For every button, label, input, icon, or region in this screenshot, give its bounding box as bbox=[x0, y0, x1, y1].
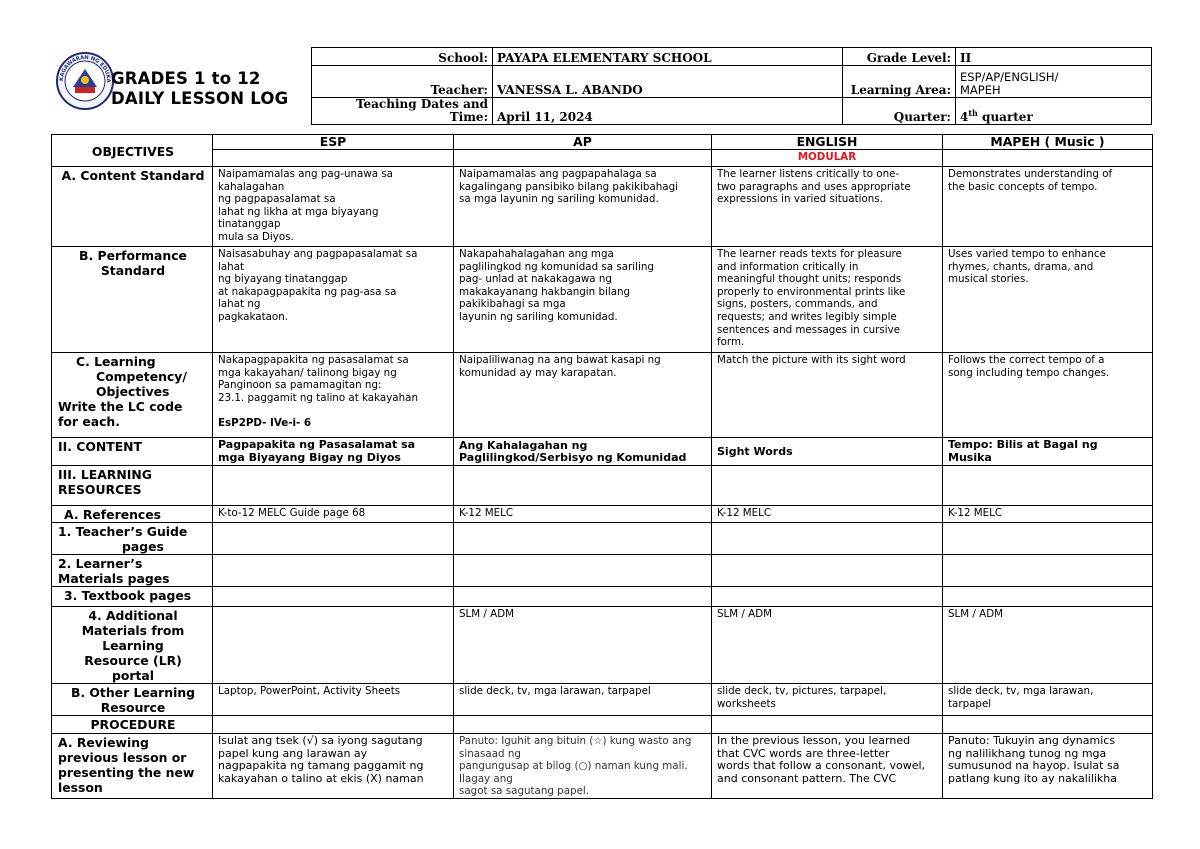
cell-esp: K-to-12 MELC Guide page 68 bbox=[213, 506, 454, 523]
empty-cell bbox=[712, 555, 943, 587]
reviewing-label-line: previous lesson or bbox=[58, 750, 187, 765]
performance-standard-label: B. Performance Standard bbox=[52, 247, 213, 353]
cell-ap: Nakapahahalagahan ang mga paglilingkod ng komunidad sa sariling pag- unlad at nakakagawa ng makakayanang hakbangin bilang pakikibahagi sa mga layunin ng sariling komunidad. bbox=[454, 247, 712, 353]
cell-ap: Naipamamalas ang pagpapahalaga sa kagalingang pansibiko bilang pakikibahagi sa mga layunin ng sariling komunidad. bbox=[454, 167, 712, 247]
cell-esp bbox=[213, 353, 454, 438]
references-row bbox=[52, 506, 1153, 523]
cell-mapeh: Demonstrates understanding of the basic concepts of tempo. bbox=[943, 167, 1153, 247]
area-label: Learning Area: bbox=[843, 66, 956, 98]
cell-mapeh: SLM / ADM bbox=[943, 607, 1153, 684]
teachers-guide-label bbox=[52, 523, 213, 555]
reviewing-label bbox=[52, 734, 213, 799]
additional-label-line: portal bbox=[111, 668, 155, 683]
reviewing-label-line: presenting the new bbox=[58, 765, 195, 780]
cell-esp: Pagpapakita ng Pasasalamat sa mga Biyayang Bigay ng Diyos bbox=[213, 438, 454, 466]
empty-cell bbox=[712, 466, 943, 506]
additional-materials-label bbox=[52, 607, 213, 684]
performance-standard-row bbox=[52, 247, 1153, 353]
teachers-guide-label-line: 1. Teacher’s Guide bbox=[58, 524, 188, 539]
teacher-label: Teacher: bbox=[312, 66, 493, 98]
lesson-table bbox=[51, 134, 1153, 799]
empty-cell bbox=[943, 587, 1153, 607]
cell-esp: Naisasabuhay ang pagpapasalamat sa lahat ng biyayang tinatanggap at nakapagpapakita ng pag-asa sa lahat ng pagkakataon. bbox=[213, 247, 454, 353]
other-resources-row bbox=[52, 684, 1153, 716]
cell-english: The learner listens critically to one- two paragraphs and uses appropriate expressions in varied situations. bbox=[712, 167, 943, 247]
content-label: II. CONTENT bbox=[52, 438, 213, 466]
textbook-label: 3. Textbook pages bbox=[52, 587, 213, 607]
teachers-guide-label-line: pages bbox=[122, 539, 164, 554]
learners-materials-row bbox=[52, 555, 1153, 587]
competency-label-line: for each. bbox=[58, 414, 120, 429]
competency-label-line: Objectives bbox=[96, 384, 170, 399]
cell-mapeh: Follows the correct tempo of a song including tempo changes. bbox=[943, 353, 1153, 438]
empty-cell bbox=[213, 555, 454, 587]
cell-mapeh: K-12 MELC bbox=[943, 506, 1153, 523]
reviewing-label-line: A. Reviewing bbox=[58, 735, 149, 750]
content-row bbox=[52, 438, 1153, 466]
learners-materials-label bbox=[52, 555, 213, 587]
reviewing-row bbox=[52, 734, 1153, 799]
empty-cell bbox=[454, 555, 712, 587]
empty-cell bbox=[712, 587, 943, 607]
additional-label-line: 4. Additional bbox=[88, 608, 178, 623]
empty-cell bbox=[454, 716, 712, 734]
learning-resources-label: III. LEARNING RESOURCES bbox=[52, 466, 213, 506]
cell-esp: Naipamamalas ang pag-unawa sa kahalagahan ng pagpapasalamat sa lahat ng likha at mga biyayang tinatanggap mula sa Diyos. bbox=[213, 167, 454, 247]
grade-label: Grade Level: bbox=[843, 48, 956, 66]
quarter-label: Quarter: bbox=[843, 98, 956, 125]
cell-english: Match the picture with its sight word bbox=[712, 353, 943, 438]
modular-label: MODULAR bbox=[712, 150, 943, 167]
cell-english: SLM / ADM bbox=[712, 607, 943, 684]
other-resources-label bbox=[52, 684, 213, 716]
cell-english: slide deck, tv, pictures, tarpapel, worksheets bbox=[712, 684, 943, 716]
additional-label-line: Materials from bbox=[81, 623, 185, 638]
cell-ap: slide deck, tv, mga larawan, tarpapel bbox=[454, 684, 712, 716]
other-resources-label-line: B. Other Learning bbox=[70, 685, 196, 700]
teacher-value: VANESSA L. ABANDO bbox=[493, 66, 843, 98]
cell-english: K-12 MELC bbox=[712, 506, 943, 523]
learners-materials-label-line: Materials pages bbox=[58, 571, 170, 586]
procedure-label: PROCEDURE bbox=[52, 716, 213, 734]
empty-cell bbox=[454, 587, 712, 607]
competency-label bbox=[52, 353, 213, 438]
quarter-superscript: th bbox=[968, 108, 978, 118]
cell-ap: SLM / ADM bbox=[454, 607, 712, 684]
cell-ap: K-12 MELC bbox=[454, 506, 712, 523]
empty-cell bbox=[213, 716, 454, 734]
empty-cell bbox=[943, 523, 1153, 555]
procedure-row bbox=[52, 716, 1153, 734]
competency-label-line: Write the LC code bbox=[58, 399, 183, 414]
cell-ap: Naipaliliwanag na ang bawat kasapi ng komunidad ay may karapatan. bbox=[454, 353, 712, 438]
school-value: PAYAPA ELEMENTARY SCHOOL bbox=[493, 48, 843, 66]
empty-cell bbox=[454, 150, 712, 167]
other-resources-label-line: Resource bbox=[100, 700, 166, 715]
cell-english: Sight Words bbox=[712, 438, 943, 466]
title-line-2: DAILY LESSON LOG bbox=[111, 89, 289, 108]
teachers-guide-row bbox=[52, 523, 1153, 555]
subject-esp: ESP bbox=[213, 135, 454, 150]
cell-esp: Isulat ang tsek (√) sa iyong sagutang papel kung ang larawan ay nagpapakita ng tamang paggamit ng kakayahan o talino at ekis (X) naman bbox=[213, 734, 454, 799]
additional-label-line: Resource (LR) bbox=[84, 653, 182, 668]
empty-cell bbox=[454, 466, 712, 506]
info-table bbox=[311, 47, 1152, 125]
empty-cell bbox=[213, 466, 454, 506]
competency-label-line: Competency/ bbox=[96, 369, 187, 384]
subject-mapeh: MAPEH ( Music ) bbox=[943, 135, 1153, 150]
competency-row bbox=[52, 353, 1153, 438]
deped-seal-icon bbox=[55, 51, 115, 111]
quarter-number: 4 bbox=[960, 110, 969, 124]
area-value: ESP/AP/ENGLISH/ MAPEH bbox=[956, 66, 1152, 98]
empty-cell bbox=[213, 587, 454, 607]
reviewing-label-line: lesson bbox=[58, 780, 103, 795]
cell-mapeh: Tempo: Bilis at Bagal ng Musika bbox=[943, 438, 1153, 466]
content-standard-row bbox=[52, 167, 1153, 247]
empty-cell bbox=[943, 555, 1153, 587]
empty-cell bbox=[454, 523, 712, 555]
title-line-1: GRADES 1 to 12 bbox=[111, 69, 261, 88]
empty-cell bbox=[213, 150, 454, 167]
subject-ap: AP bbox=[454, 135, 712, 150]
empty-cell bbox=[213, 523, 454, 555]
cell-mapeh: slide deck, tv, mga larawan, tarpapel bbox=[943, 684, 1153, 716]
seal-text: KAGAWARAN NG EDUKA bbox=[58, 54, 112, 83]
cell-esp bbox=[213, 607, 454, 684]
empty-cell bbox=[943, 716, 1153, 734]
learning-resources-row bbox=[52, 466, 1153, 506]
dates-value: April 11, 2024 bbox=[493, 98, 843, 125]
cell-english: The learner reads texts for pleasure and information critically in meaningful thought units; responds properly to environmental prints like signs, posters, commands, and requests; and writes legibly simple sentences and messages in cursive form. bbox=[712, 247, 943, 353]
lc-code: EsP2PD- IVe-i- 6 bbox=[218, 417, 312, 430]
empty-cell bbox=[712, 523, 943, 555]
cell-ap: Panuto: Iguhit ang bituin (☆) kung wasto ang sinasaad ng pangungusap at bilog (○) naman kung mali. Ilagay ang sagot sa sagutang papel. bbox=[454, 734, 712, 799]
references-label: A. References bbox=[52, 506, 213, 523]
empty-cell bbox=[712, 716, 943, 734]
competency-label-line: C. Learning bbox=[76, 354, 156, 369]
learners-materials-label-line: 2. Learner’s bbox=[58, 556, 143, 571]
esp-competency-text: Nakapagpapakita ng pasasalamat sa mga kakayahan/ talinong bigay ng Panginoon sa pamamagitan ng: 23.1. paggamit ng talino at kakayahan bbox=[218, 354, 418, 404]
cell-mapeh: Uses varied tempo to enhance rhymes, chants, drama, and musical stories. bbox=[943, 247, 1153, 353]
school-label: School: bbox=[312, 48, 493, 66]
empty-cell bbox=[943, 150, 1153, 167]
quarter-suffix: quarter bbox=[977, 110, 1033, 124]
cell-mapeh: Panuto: Tukuyin ang dynamics ng nalilikhang tunog ng mga sumusunod na hayop. Isulat sa patlang kung ito ay nakalilikha bbox=[943, 734, 1153, 799]
objectives-label: OBJECTIVES bbox=[52, 135, 213, 167]
subject-english: ENGLISH bbox=[712, 135, 943, 150]
empty-cell bbox=[943, 466, 1153, 506]
textbook-row bbox=[52, 587, 1153, 607]
quarter-value bbox=[956, 98, 1152, 125]
cell-ap: Ang Kahalagahan ng Paglilingkod/Serbisyo ng Komunidad bbox=[454, 438, 712, 466]
content-standard-label: A. Content Standard bbox=[52, 167, 213, 247]
header bbox=[47, 47, 1152, 124]
cell-esp: Laptop, PowerPoint, Activity Sheets bbox=[213, 684, 454, 716]
additional-materials-row bbox=[52, 607, 1153, 684]
additional-label-line: Learning bbox=[102, 638, 164, 653]
grade-value: II bbox=[956, 48, 1152, 66]
cell-english: In the previous lesson, you learned that CVC words are three-letter words that follow a consonant, vowel, and consonant pattern. The CVC bbox=[712, 734, 943, 799]
dates-label: Teaching Dates and Time: bbox=[312, 98, 493, 125]
